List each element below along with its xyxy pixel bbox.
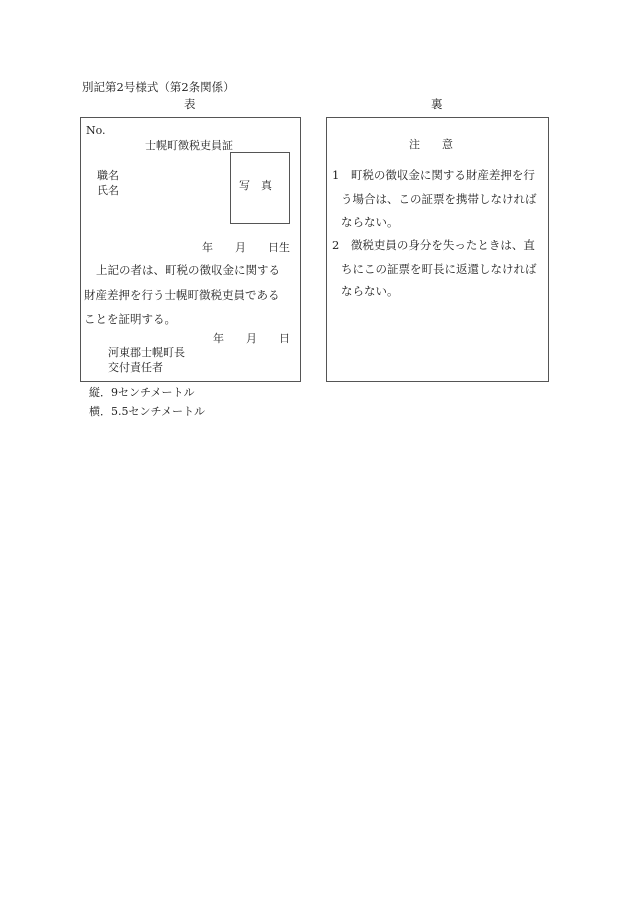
notice-item-2-line-2: ちにこの証票を町長に返還しなければ	[341, 262, 537, 276]
notice-item-2-line-1: 2 徴税吏員の身分を失ったときは、直	[332, 238, 535, 252]
certification-line-3: ことを証明する。	[84, 312, 176, 326]
card-height-note: 縦．9センチメートル	[89, 386, 195, 399]
card-title: 士幌町徴税吏員証	[145, 139, 233, 152]
form-title: 別記第2号様式（第2条関係）	[82, 80, 235, 94]
notice-item-1-line-1: 1 町税の徴収金に関する財産差押を行	[332, 168, 535, 182]
photo-box	[230, 152, 290, 224]
back-side-label: 裏	[431, 97, 443, 111]
front-card	[80, 117, 301, 382]
photo-label: 写 真	[239, 179, 272, 192]
notice-item-2-line-3: ならない。	[341, 284, 399, 298]
back-card	[326, 117, 549, 382]
position-label: 職名	[97, 169, 119, 182]
notice-item-1-line-3: ならない。	[341, 215, 399, 229]
issue-date-label: 年 月 日	[213, 332, 290, 345]
birth-date-label: 年 月 日生	[202, 241, 290, 254]
name-label: 氏名	[97, 184, 119, 197]
issuer-name: 河東郡士幌町長	[108, 346, 185, 359]
notice-item-1-line-2: う場合は、この証票を携帯しなければ	[341, 192, 537, 206]
card-number-label: No.	[86, 124, 106, 137]
notice-title: 注 意	[409, 138, 453, 151]
card-width-note: 横．5.5センチメートル	[89, 405, 206, 418]
front-side-label: 表	[184, 97, 196, 111]
certification-line-2: 財産差押を行う士幌町徴税吏員である	[84, 288, 280, 302]
issuing-officer-label: 交付責任者	[108, 361, 163, 374]
certification-line-1: 上記の者は、町税の徴収金に関する	[96, 263, 280, 277]
